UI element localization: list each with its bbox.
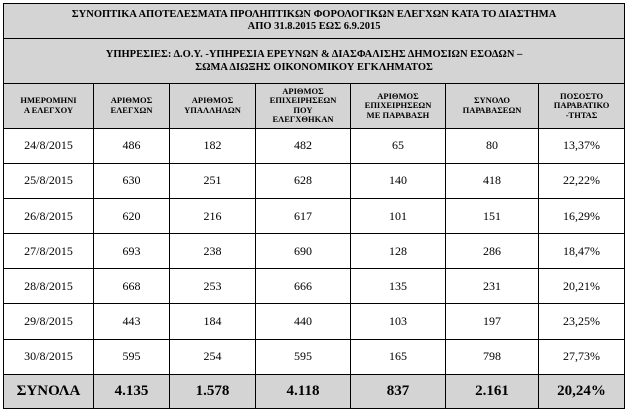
employees-cell: 238 bbox=[170, 234, 256, 269]
header-text: ΑΡΙΘΜΟΣ bbox=[282, 85, 324, 96]
businesses-with-violation-cell: 128 bbox=[351, 234, 446, 269]
header-text: ΜΕ ΠΑΡΑΒΑΣΗ bbox=[366, 109, 430, 120]
businesses-with-violation-cell: 135 bbox=[351, 269, 446, 304]
header-date bbox=[4, 84, 94, 128]
header-text: ΑΡΙΘΜΟΣ bbox=[377, 90, 419, 101]
table-row bbox=[4, 304, 625, 339]
title-line-2: ΑΠΟ 31.8.2015 ΕΩΣ 6.9.2015 bbox=[247, 21, 381, 33]
table-row bbox=[4, 128, 625, 163]
header-text: ΠΟΥ bbox=[293, 104, 313, 115]
employees-cell: 184 bbox=[170, 304, 256, 339]
date-cell: 25/8/2015 bbox=[4, 163, 94, 198]
column-header-row bbox=[4, 84, 625, 128]
header-businesses-with-violation bbox=[351, 84, 446, 128]
header-text: ΕΛΕΓΧΩΝ bbox=[110, 104, 153, 115]
businesses-inspected-cell: 595 bbox=[256, 339, 351, 374]
inspections-cell: 630 bbox=[94, 163, 170, 198]
businesses-with-violation-cell: 140 bbox=[351, 163, 446, 198]
header-text: ΕΠΙΧΕΙΡΗΣΕΩΝ bbox=[364, 100, 432, 111]
title-line-1: ΣΥΝΟΠΤΙΚΑ ΑΠΟΤΕΛΕΣΜΑΤΑ ΠΡΟΛΗΠΤΙΚΩΝ ΦΟΡΟΛΟΓΙΚΩΝ ΕΛΕΓΧΩΝ ΚΑΤΑ ΤΟ ΔΙΑΣΤΗΜΑ bbox=[71, 9, 557, 21]
date-cell: 24/8/2015 bbox=[4, 128, 94, 163]
header-text: Α ΕΛΕΓΧΟΥ bbox=[23, 104, 74, 115]
total-violations-cell: 197 bbox=[446, 304, 539, 339]
violation-rate-cell: 22,22% bbox=[539, 163, 625, 198]
header-text: ΑΡΙΘΜΟΣ bbox=[191, 95, 234, 106]
header-text: ΠΟΣΟΣΤΟ bbox=[560, 90, 604, 101]
header-text: ΠΑΡΑΒΑΣΕΩΝ bbox=[462, 104, 522, 115]
employees-cell: 253 bbox=[170, 269, 256, 304]
header-violation-rate bbox=[539, 84, 625, 128]
inspections-cell: 486 bbox=[94, 128, 170, 163]
header-businesses-inspected bbox=[256, 84, 351, 128]
total-violations-cell: 798 bbox=[446, 339, 539, 374]
inspections-cell: 693 bbox=[94, 234, 170, 269]
title-row bbox=[4, 4, 625, 39]
date-cell: 26/8/2015 bbox=[4, 198, 94, 233]
table-row bbox=[4, 269, 625, 304]
businesses-with-violation-cell: 103 bbox=[351, 304, 446, 339]
total-violations-cell: 231 bbox=[446, 269, 539, 304]
totals-label: ΣΥΝΟΛΑ bbox=[4, 374, 94, 408]
table-row bbox=[4, 234, 625, 269]
violation-rate-cell: 20,21% bbox=[539, 269, 625, 304]
header-text: ΑΡΙΘΜΟΣ bbox=[110, 95, 153, 106]
total-violations-cell: 418 bbox=[446, 163, 539, 198]
employees-cell: 251 bbox=[170, 163, 256, 198]
total-businesses-with-violation: 837 bbox=[351, 374, 446, 408]
header-inspections bbox=[94, 84, 170, 128]
total-violations-cell: 80 bbox=[446, 128, 539, 163]
total-employees: 1.578 bbox=[170, 374, 256, 408]
services-line-1: ΥΠΗΡΕΣΙΕΣ: Δ.Ο.Υ. -ΥΠΗΡΕΣΙΑ ΕΡΕΥΝΩΝ & ΔΙΑΣΦΑΛΙΣΗΣ ΔΗΜΟΣΙΩΝ ΕΣΟΔΩΝ – bbox=[105, 49, 523, 61]
inspections-cell: 668 bbox=[94, 269, 170, 304]
violation-rate-cell: 18,47% bbox=[539, 234, 625, 269]
violation-rate-cell: 13,37% bbox=[539, 128, 625, 163]
totals-row bbox=[4, 374, 625, 408]
table-title bbox=[4, 4, 625, 39]
header-text: ΕΠΙΧΕΙΡΗΣΕΩΝ bbox=[269, 95, 337, 106]
employees-cell: 216 bbox=[170, 198, 256, 233]
services-line-2: ΣΩΜΑ ΔΙΩΞΗΣ ΟΙΚΟΝΟΜΙΚΟΥ ΕΓΚΛΗΜΑΤΟΣ bbox=[195, 62, 433, 74]
header-text: ΗΜΕΡΟΜΗΝΙ bbox=[20, 95, 77, 106]
header-text: ΠΑΡΑΒΑΤΙΚΟ bbox=[553, 100, 610, 111]
date-cell: 30/8/2015 bbox=[4, 339, 94, 374]
businesses-with-violation-cell: 65 bbox=[351, 128, 446, 163]
businesses-with-violation-cell: 165 bbox=[351, 339, 446, 374]
total-violation-rate: 20,24% bbox=[539, 374, 625, 408]
businesses-inspected-cell: 482 bbox=[256, 128, 351, 163]
employees-cell: 182 bbox=[170, 128, 256, 163]
businesses-inspected-cell: 666 bbox=[256, 269, 351, 304]
inspections-cell: 443 bbox=[94, 304, 170, 339]
inspections-cell: 620 bbox=[94, 198, 170, 233]
date-cell: 28/8/2015 bbox=[4, 269, 94, 304]
businesses-inspected-cell: 690 bbox=[256, 234, 351, 269]
inspection-results-table bbox=[3, 3, 625, 409]
table-row bbox=[4, 339, 625, 374]
header-text: ΕΛΕΓΧΘΗΚΑΝ bbox=[272, 114, 334, 125]
header-employees bbox=[170, 84, 256, 128]
total-violations: 2.161 bbox=[446, 374, 539, 408]
table-row bbox=[4, 163, 625, 198]
header-text: ΣΥΝΟΛΟ bbox=[473, 95, 511, 106]
violation-rate-cell: 23,25% bbox=[539, 304, 625, 339]
date-cell: 27/8/2015 bbox=[4, 234, 94, 269]
services-cell bbox=[4, 39, 625, 84]
businesses-with-violation-cell: 101 bbox=[351, 198, 446, 233]
total-businesses-inspected: 4.118 bbox=[256, 374, 351, 408]
total-violations-cell: 286 bbox=[446, 234, 539, 269]
services-row bbox=[4, 39, 625, 84]
total-inspections: 4.135 bbox=[94, 374, 170, 408]
table-row bbox=[4, 198, 625, 233]
businesses-inspected-cell: 628 bbox=[256, 163, 351, 198]
employees-cell: 254 bbox=[170, 339, 256, 374]
total-violations-cell: 151 bbox=[446, 198, 539, 233]
inspections-cell: 595 bbox=[94, 339, 170, 374]
header-total-violations bbox=[446, 84, 539, 128]
violation-rate-cell: 16,29% bbox=[539, 198, 625, 233]
violation-rate-cell: 27,73% bbox=[539, 339, 625, 374]
date-cell: 29/8/2015 bbox=[4, 304, 94, 339]
header-text: -ΤΗΤΑΣ bbox=[565, 109, 598, 120]
businesses-inspected-cell: 440 bbox=[256, 304, 351, 339]
businesses-inspected-cell: 617 bbox=[256, 198, 351, 233]
header-text: ΥΠΑΛΛΗΛΩΝ bbox=[184, 104, 241, 115]
